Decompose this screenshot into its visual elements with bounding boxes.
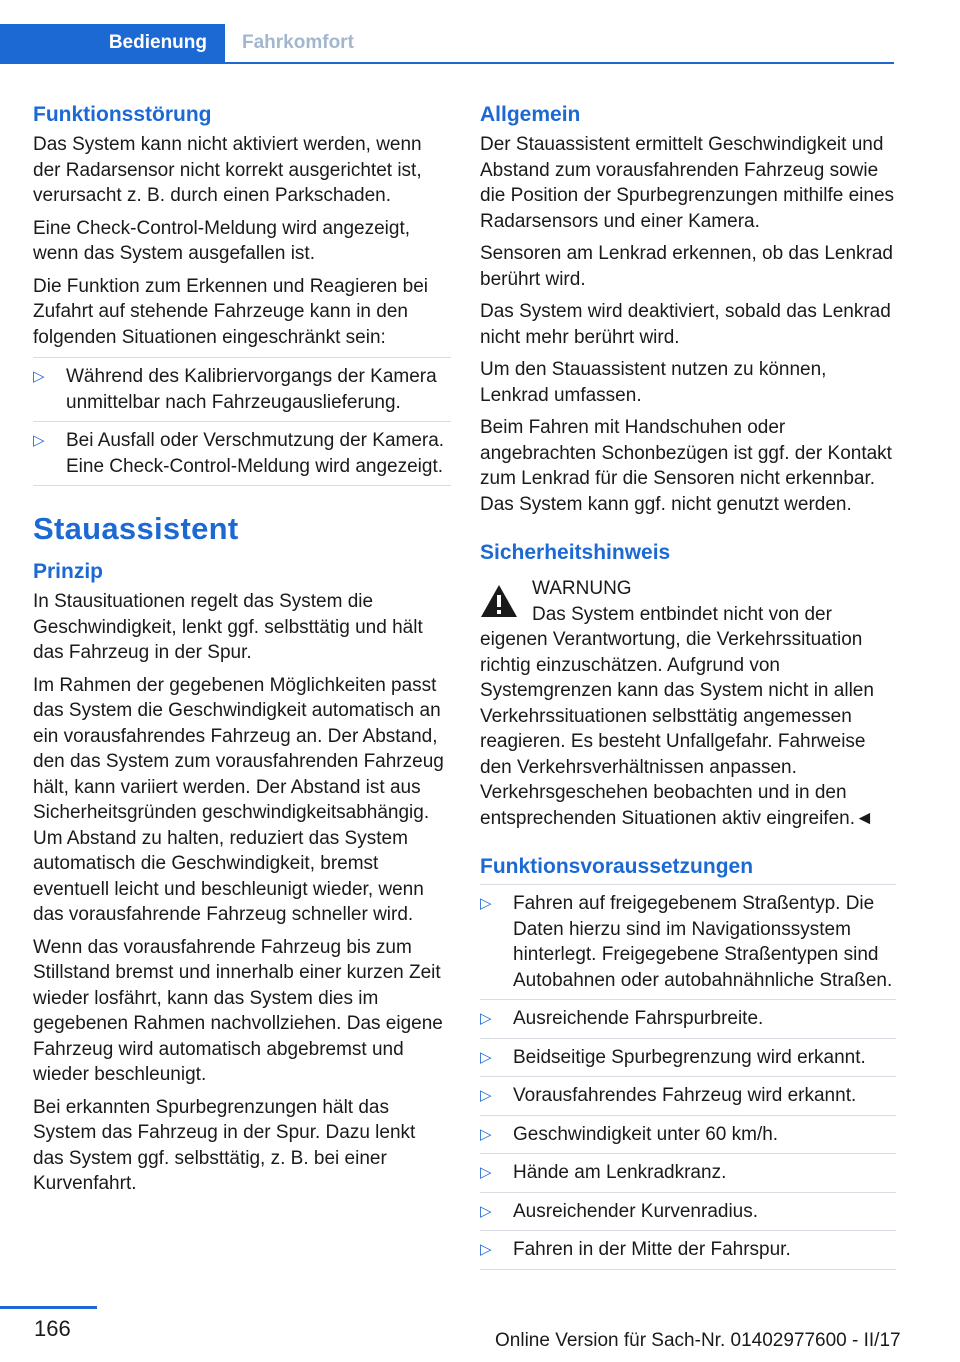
bullet-triangle-icon: ▷ [480,895,492,912]
heading-funktionsvoraussetzungen: Funktionsvoraussetzungen [480,855,754,878]
requirements-list [480,884,896,1270]
list-item-text: Fahren auf freigegebenem Straßentyp. Die Daten hierzu sind im Navigationssystem hinterlegt. Freigegebene Straßentypen sind Autobahnen oder autobahnähnliche Straßen. [513,893,893,991]
heading-funktionsstoerung: Funktionsstörung [33,103,212,126]
tab-fahrkomfort[interactable]: Fahrkomfort [242,32,354,53]
bullet-triangle-icon: ▷ [480,1010,492,1027]
paragraph: Im Rahmen der gegebenen Möglichkeiten passt das System die Geschwindigkeit automatisch an ein vorausfahrendes Fahrzeug an. Der Abstand, den das System zum vorausfahrenden Fahrzeug hält, kann variiert werden. Der Abstand ist aus Sicherheitsgründen geschwindigkeitsabhängig. Um Abstand zu halten, reduziert das System automatisch die Geschwindigkeit, bremst eventuell leicht und beschleunigt wieder, wenn das vorausfahrende Fahrzeug schneller wird. [33,674,444,925]
list-item [480,1038,896,1077]
list-item-text: Beidseitige Spurbegrenzung wird erkannt. [513,1046,866,1068]
list-item [480,1115,896,1154]
bullet-triangle-icon: ▷ [480,1048,492,1066]
warning-triangle-icon [480,584,518,618]
paragraph: In Stausituationen regelt das System die Geschwindigkeit, lenkt ggf. selbsttätig und hält das Fahrzeug in der Spur. [33,591,423,663]
list-item-text: Hände am Lenkradkranz. [513,1162,727,1183]
footer-rule [0,1306,97,1309]
tab-bedienung[interactable]: Bedienung [0,24,225,62]
left-column [33,100,451,1204]
bullet-triangle-icon: ▷ [33,432,45,449]
heading-prinzip: Prinzip [33,560,104,583]
list-item [33,421,451,486]
paragraph: Um den Stauassistent nutzen zu können, Lenkrad umfassen. [480,359,827,406]
warning-label: WARNUNG [532,578,632,599]
bullet-triangle-icon: ▷ [480,1202,492,1220]
warning-block [480,576,896,602]
paragraph: Die Funktion zum Erkennen und Reagieren bei Zufahrt auf stehende Fahrzeuge kann in den folgenden Situationen eingeschränkt sein: [33,275,429,348]
paragraph: Wenn das vorausfahrende Fahrzeug bis zum Stillstand bremst und innerhalb einer kurzen Zeit wieder losfährt, kann das System dies im gegebenen Rahmen nachvollziehen. Das eigene Fahrzeug wird automatisch abgebremst und wieder beschleunigt. [33,936,443,1085]
paragraph: Bei erkannten Spurbegrenzungen hält das System das Fahrzeug in der Spur. Dazu lenkt das System ggf. selbsttätig, z. B. bei einer Kurvenfahrt. [33,1096,416,1194]
list-item [480,1153,896,1192]
bullet-triangle-icon: ▷ [480,1125,492,1143]
paragraph: Beim Fahren mit Handschuhen oder angebrachten Schonbezügen ist ggf. der Kontakt zum Lenkrad für die Sensoren nicht erkennbar. Das System kann ggf. nicht genutzt werden. [480,417,892,515]
bullet-triangle-icon: ▷ [480,1241,492,1258]
warning-text-content: Das System entbindet nicht von der eigenen Verantwortung, die Verkehrssituation richtig einzuschätzen. Aufgrund von Systemgrenzen kann das System nicht in allen Verkehrssituationen selbsttätig angemessen reagieren. Es besteht Unfallgefahr. Fahrweise den Verkehrsverhältnissen anpassen. Verkehrsgeschehen beobachten und in den entsprechenden Situationen aktiv eingreifen.◄ [480,603,874,829]
list-item-text: Geschwindigkeit unter 60 km/h. [513,1123,779,1145]
list-item-text: Fahren in der Mitte der Fahrspur. [513,1239,791,1260]
bullet-triangle-icon: ▷ [33,368,45,385]
paragraph: Sensoren am Lenkrad erkennen, ob das Lenkrad berührt wird. [480,243,893,290]
paragraph: Der Stauassistent ermittelt Geschwindigkeit und Abstand zum vorausfahrenden Fahrzeug sowie die Position der Spurbegrenzungen mithilfe eines Radarsensors und einer Kamera. [480,134,895,232]
bullet-triangle-icon: ▷ [480,1087,492,1104]
warning-text [480,602,896,832]
header-tabs [0,24,894,64]
list-item [480,884,896,999]
heading-allgemein: Allgemein [480,103,581,126]
list-item [33,357,451,421]
list-item-text: Ausreichende Fahrspurbreite. [513,1008,764,1029]
list-item [480,999,896,1038]
online-version-note: Online Version für Sach-Nr. 01402977600 - II/17 [495,1330,901,1351]
list-item-text: Bei Ausfall oder Verschmutzung der Kamera. Eine Check-Control-Meldung wird angezeigt. [66,430,445,477]
list-item [480,1076,896,1115]
bullet-triangle-icon: ▷ [480,1164,492,1181]
list-item-text: Während des Kalibriervorgangs der Kamera unmittelbar nach Fahrzeugauslieferung. [66,366,437,413]
paragraph: Eine Check-Control-Meldung wird angezeigt, wenn das System ausgefallen ist. [33,217,411,264]
heading-stauassistent: Stauassistent [33,511,239,546]
right-column [480,100,896,1277]
list-item-text: Vorausfahrendes Fahrzeug wird erkannt. [513,1085,857,1106]
heading-sicherheitshinweis: Sicherheitshinweis [480,541,671,564]
list-item [480,1230,896,1270]
page-number: 166 [34,1316,71,1341]
paragraph: Das System kann nicht aktiviert werden, wenn der Radarsensor nicht korrekt ausgerichtet ist, verursacht z. B. durch einen Parkschaden. [33,134,422,206]
paragraph: Das System wird deaktiviert, sobald das Lenkrad nicht mehr berührt wird. [480,301,891,348]
list-item-text: Ausreichender Kurvenradius. [513,1200,759,1222]
restriction-list [33,357,451,486]
list-item [480,1192,896,1231]
